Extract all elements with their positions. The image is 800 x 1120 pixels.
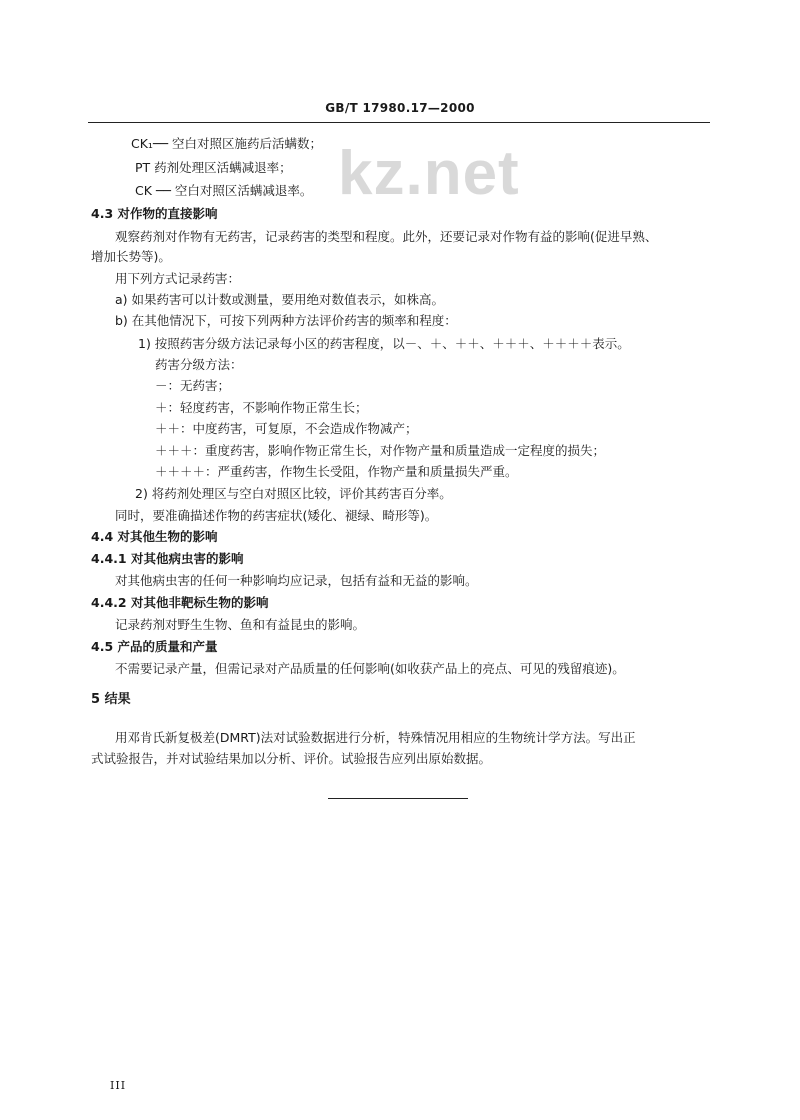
grading-title: 药害分级方法： bbox=[155, 357, 243, 372]
item-b: b) 在其他情况下，可按下列两种方法评价药害的频率和程度： bbox=[115, 313, 457, 328]
definition-pt: PT 药剂处理区活螨减退率； bbox=[135, 160, 292, 175]
section-4-5-para: 不需要记录产量，但需记录对产品质量的任何影响(如收获产品上的亮点、可见的残留痕迹)。 bbox=[115, 661, 625, 676]
grading-level-4: ＋＋＋＋：严重药害，作物生长受阻，作物产量和质量损失严重。 bbox=[155, 464, 518, 479]
section-5-para-line1: 用邓肯氏新复极差(DMRT)法对试验数据进行分析，特殊情况用相应的生物统计学方法。写出正 bbox=[115, 730, 636, 745]
grading-level-3: ＋＋＋：重度药害，影响作物正常生长，对作物产量和质量造成一定程度的损失； bbox=[155, 443, 606, 458]
section-5-heading: 5 结果 bbox=[91, 692, 131, 707]
page-number: III bbox=[110, 1079, 127, 1092]
standard-code-header: GB/T 17980.17—2000 bbox=[325, 101, 475, 115]
section-4-3-para-line2: 增加长势等)。 bbox=[91, 249, 171, 264]
header-rule bbox=[88, 122, 710, 123]
grading-level-0: －：无药害； bbox=[155, 378, 231, 393]
section-4-4-heading: 4.4 对其他生物的影响 bbox=[91, 529, 218, 544]
definition-ck: CK ── 空白对照区活螨减退率。 bbox=[135, 183, 313, 198]
section-4-4-2-heading: 4.4.2 对其他非靶标生物的影响 bbox=[91, 595, 269, 610]
grading-level-1: ＋：轻度药害，不影响作物正常生长； bbox=[155, 400, 368, 415]
item-b-1: 1) 按照药害分级方法记录每小区的药害程度，以－、＋、＋＋、＋＋＋、＋＋＋＋表示。 bbox=[138, 336, 630, 351]
symptom-description: 同时，要准确描述作物的药害症状(矮化、褪绿、畸形等)。 bbox=[115, 508, 438, 523]
item-a: a) 如果药害可以计数或测量，要用绝对数值表示，如株高。 bbox=[115, 292, 445, 307]
section-4-4-2-para: 记录药剂对野生生物、鱼和有益昆虫的影响。 bbox=[115, 617, 366, 632]
definition-ck1: CK₁── 空白对照区施药后活螨数； bbox=[131, 136, 322, 151]
section-5-para-line2: 式试验报告，并对试验结果加以分析、评价。试验报告应列出原始数据。 bbox=[91, 751, 492, 766]
item-b-2: 2) 将药剂处理区与空白对照区比较，评价其药害百分率。 bbox=[135, 486, 452, 501]
section-4-3-record-intro: 用下列方式记录药害： bbox=[115, 271, 241, 286]
watermark: kz.net bbox=[338, 139, 520, 208]
section-4-5-heading: 4.5 产品的质量和产量 bbox=[91, 639, 218, 654]
end-of-document-rule bbox=[328, 798, 468, 799]
section-4-3-para-line1: 观察药剂对作物有无药害，记录药害的类型和程度。此外，还要记录对作物有益的影响(促进早熟、 bbox=[115, 229, 658, 244]
section-4-4-1-para: 对其他病虫害的任何一种影响均应记录，包括有益和无益的影响。 bbox=[115, 573, 478, 588]
section-4-3-heading: 4.3 对作物的直接影响 bbox=[91, 206, 218, 221]
grading-level-2: ＋＋：中度药害，可复原，不会造成作物减产； bbox=[155, 421, 418, 436]
section-4-4-1-heading: 4.4.1 对其他病虫害的影响 bbox=[91, 551, 244, 566]
